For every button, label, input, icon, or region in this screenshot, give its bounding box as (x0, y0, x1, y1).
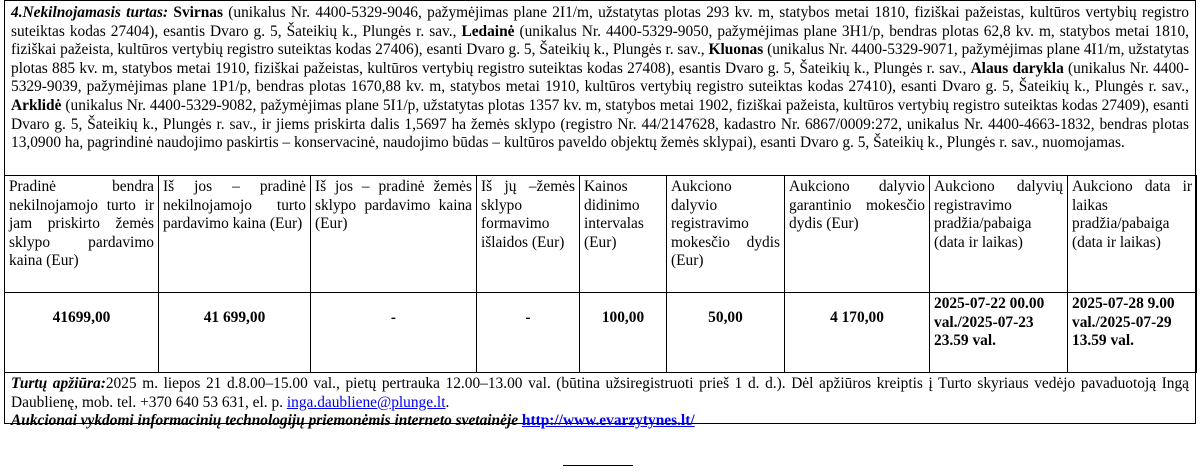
item-name-svirnas: Svirnas (173, 4, 223, 21)
email-link[interactable]: inga.daubliene@plunge.lt (286, 393, 446, 411)
header-property-price: Iš jos – pradinė nekilnojamojo turto pardavimo kaina (Eur) (159, 176, 311, 293)
header-land-price: Iš jos – pradinė žemės sklypo pardavimo kaina (Eur) (311, 176, 477, 293)
inspection-suffix: . (445, 393, 450, 411)
value-registration-fee: 50,00 (667, 293, 785, 373)
inspection-text: 2025 m. liepos 21 d.8.00–15.00 val., pietų pertrauka 12.00–13.00 val. (būtina užsiregistruoti prieš 1 d. d.). Dėl apžiūros kreiptis į Turto skyriaus vedėjo pavaduotoją Ingą Daublienę, mob. tel. +370 640 53 631, el. p. (11, 375, 1189, 411)
item-desc-kluonas: (unikalus Nr. 4400-5329-9071, pažymėjimas plane 4I1/m, užstatytas plotas 885 kv. m, statybos metai 1910, fiziškai pažeistas, kultūros vertybių registro suteiktas kodas 27408), esantis Dvaro g. 5, Šateikių k., Plungės r. sav., (11, 41, 1189, 77)
inspection-label: Turtų apžiūra: (11, 375, 106, 392)
table-header-row (5, 176, 1197, 293)
item-desc-arklide: (unikalus Nr. 4400-5329-9082, pažymėjimas plane 5I1/p, užstatytas plotas 1357 kv. m, statybos metai 1902, fiziškai pažeista, kultūros vertybių registro suteiktas kodas 27409), esanti Dvaro g. 5, Šateikių k., Plungės r. sav., ir jiems priskirta dalis 1,5697 ha žemės sklypo (registro Nr. 44/2147628, kadastro Nr. 6867/0009:272, unikalus Nr. 4400-4663-1832, bendras plotas 13,0900 ha, pagrindinė naudojimo paskirtis – konservacinė, naudojimo būdas – kultūros paveldo objektų žemės sklypai), esanti Dvaro g. 5, Šateikių k., Plungės r. sav., nuomojamas. (11, 96, 1189, 152)
auction-table (4, 175, 1197, 373)
header-guarantee-fee: Aukciono dalyvio garantinio mokesčio dydis (Eur) (785, 176, 930, 293)
header-registration-fee: Aukciono dalyvio registravimo mokesčio dydis (Eur) (667, 176, 785, 293)
auction-site-link[interactable]: http://www.evarzytynes.lt/ (521, 412, 695, 430)
header-auction-period: Aukciono data ir laikas pradžia/pabaiga (data ir laikas) (1068, 176, 1197, 293)
header-total-price: Pradinė bendra nekilnojamojo turto ir jam priskirto žemės sklypo pardavimo kaina (Eur) (5, 176, 159, 293)
lot-title: 4.Nekilnojamasis turtas: (11, 4, 169, 21)
value-registration-period: 2025-07-22 00.00 val./2025-07-23 23.59 val. (930, 293, 1068, 373)
auction-site-text: Aukcionai vykdomi informacinių technologijų priemonėmis interneto svetainėje (11, 412, 522, 430)
value-land-formation-costs: - (477, 293, 580, 373)
value-auction-period: 2025-07-28 9.00 val./2025-07-29 13.59 val. (1068, 293, 1197, 373)
value-guarantee-fee: 4 170,00 (785, 293, 930, 373)
value-land-price: - (311, 293, 477, 373)
lot-description (5, 1, 1195, 175)
item-desc-alaus-darykla: (unikalus Nr. 4400-5329-9039, pažymėjimas plane 1P1/p, bendras plotas 1670,88 kv. m, statybos metai 1910, kultūros vertybių registro suteiktas kodas 27410), esanti Dvaro g. 5, Šateikių k., Plungės r. sav., (11, 59, 1190, 96)
footer-divider (563, 465, 633, 466)
item-name-alaus-darykla: Alaus darykla (970, 59, 1064, 77)
item-desc-ledaine: (unikalus Nr. 4400-5329-9050, pažymėjimas plane 3H1/p, bendras plotas 62,8 kv. m, statybos metai 1810, fiziškai pažeista, kultūros vertybių registro suteiktas kodas 27406), esanti Dvaro g. 5, Šateikių k., Plungės r. sav., (11, 22, 1190, 59)
item-name-kluonas: Kluonas (708, 41, 764, 59)
item-name-ledaine: Ledainė (461, 22, 515, 40)
table-row (5, 293, 1197, 373)
value-property-price: 41 699,00 (159, 293, 311, 373)
header-registration-period: Aukciono dalyvių registravimo pradžia/pabaiga (data ir laikas) (930, 176, 1068, 293)
item-desc-svirnas: (unikalus Nr. 4400-5329-9046, pažymėjimas plane 2I1/m, užstatytas plotas 293 kv. m, statybos metai 1810, fiziškai pažeistas, kultūros vertybių registro suteiktas kodas 27404), esantis Dvaro g. 5, Šateikių k., Plungės r. sav., (11, 4, 1189, 40)
document-frame (4, 0, 1196, 430)
value-price-increment: 100,00 (580, 293, 667, 373)
item-name-arklide: Arklidė (11, 96, 62, 114)
header-price-increment: Kainos didinimo intervalas (Eur) (580, 176, 667, 293)
inspection-info (5, 372, 1195, 430)
value-total-price: 41699,00 (5, 293, 159, 373)
header-land-formation-costs: Iš jų –žemės sklypo formavimo išlaidos (Eur) (477, 176, 580, 293)
